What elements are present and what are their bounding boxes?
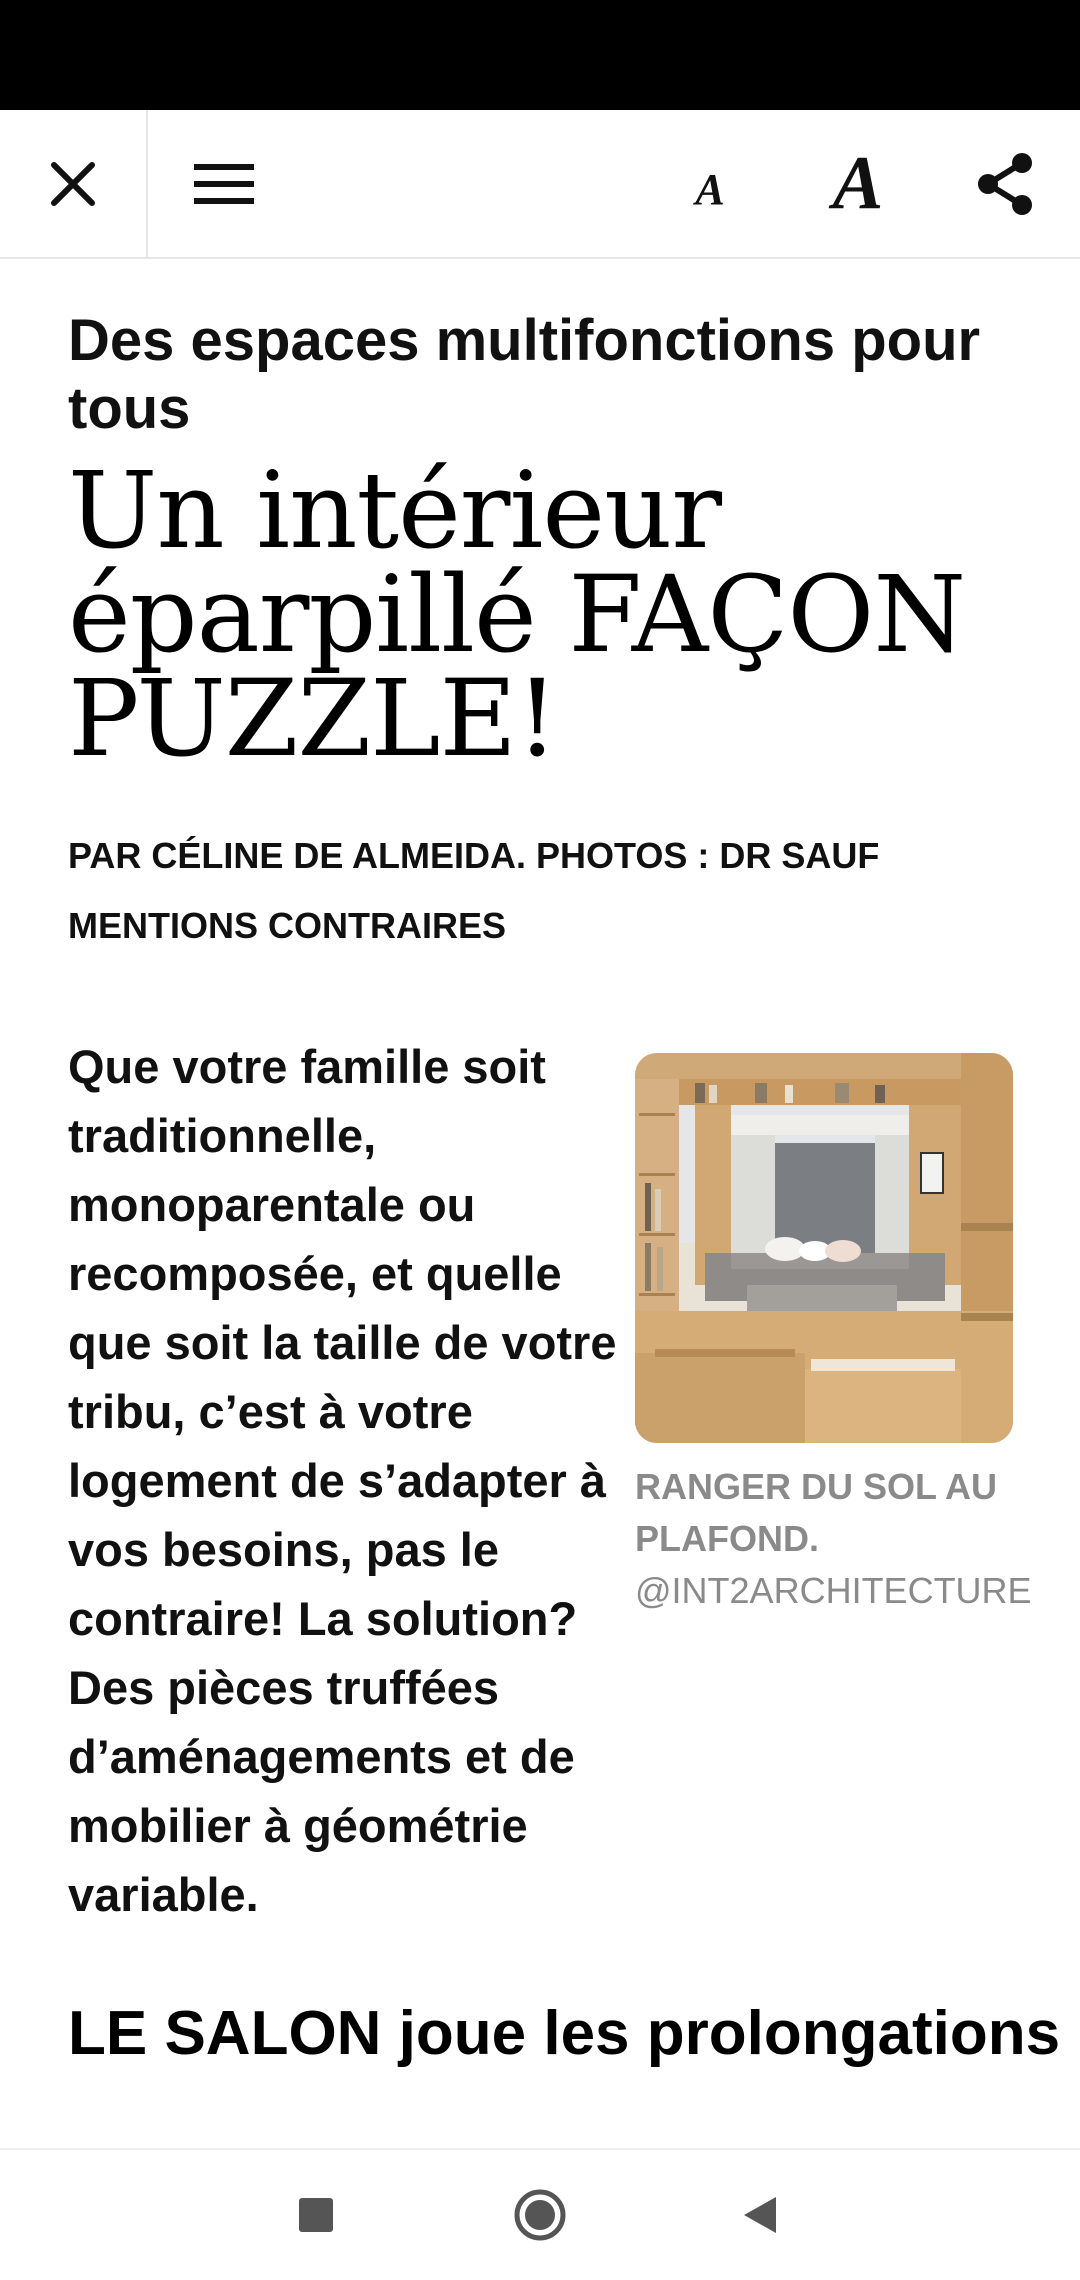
- font-increase-icon: A: [832, 141, 884, 225]
- article-figure: [635, 1053, 1035, 1617]
- system-nav-bar: [0, 2148, 1080, 2280]
- article-headline: Un intérieur éparpillé FAÇON PUZZLE!: [68, 449, 966, 780]
- home-icon: [512, 2187, 568, 2243]
- font-increase-button[interactable]: [800, 110, 916, 257]
- article-toolbar: [0, 110, 1080, 259]
- font-decrease-icon: A: [695, 165, 725, 214]
- article-photo[interactable]: [635, 1053, 1013, 1443]
- recents-icon: [296, 2195, 336, 2235]
- share-button[interactable]: [950, 110, 1060, 257]
- share-icon: [974, 151, 1036, 217]
- close-icon: [48, 159, 98, 209]
- status-bar: [0, 0, 1080, 110]
- close-button[interactable]: [0, 110, 148, 257]
- recents-button[interactable]: [256, 2150, 376, 2280]
- back-icon: [740, 2193, 780, 2237]
- article-byline: PAR CÉLINE DE ALMEIDA. PHOTOS : DR SAUF MENTIONS CONTRAIRES: [68, 835, 880, 946]
- back-button[interactable]: [700, 2150, 820, 2280]
- article-lead-text: Que votre famille soit traditionnelle, monoparentale ou recomposée, et quelle que soit la taille de votre tribu, c’est à votre logement de s’adapter à vos besoins, pas le contraire! La solution? Des pièces truffées d’aménagements et de mobilier à géométrie variable.: [68, 1040, 617, 1921]
- figure-caption: [635, 1461, 1035, 1617]
- figure-caption-text: RANGER DU SOL AU PLAFOND.: [635, 1466, 998, 1559]
- section-heading: LE SALON joue les prolongations: [68, 1999, 1061, 2068]
- menu-icon: [194, 162, 254, 206]
- home-button[interactable]: [480, 2150, 600, 2280]
- figure-credit: @INT2ARCHITECTURE: [635, 1570, 1032, 1611]
- article-kicker: Des espaces multifonctions pour tous: [68, 308, 981, 441]
- font-decrease-button[interactable]: [660, 110, 760, 257]
- menu-button[interactable]: [150, 110, 298, 257]
